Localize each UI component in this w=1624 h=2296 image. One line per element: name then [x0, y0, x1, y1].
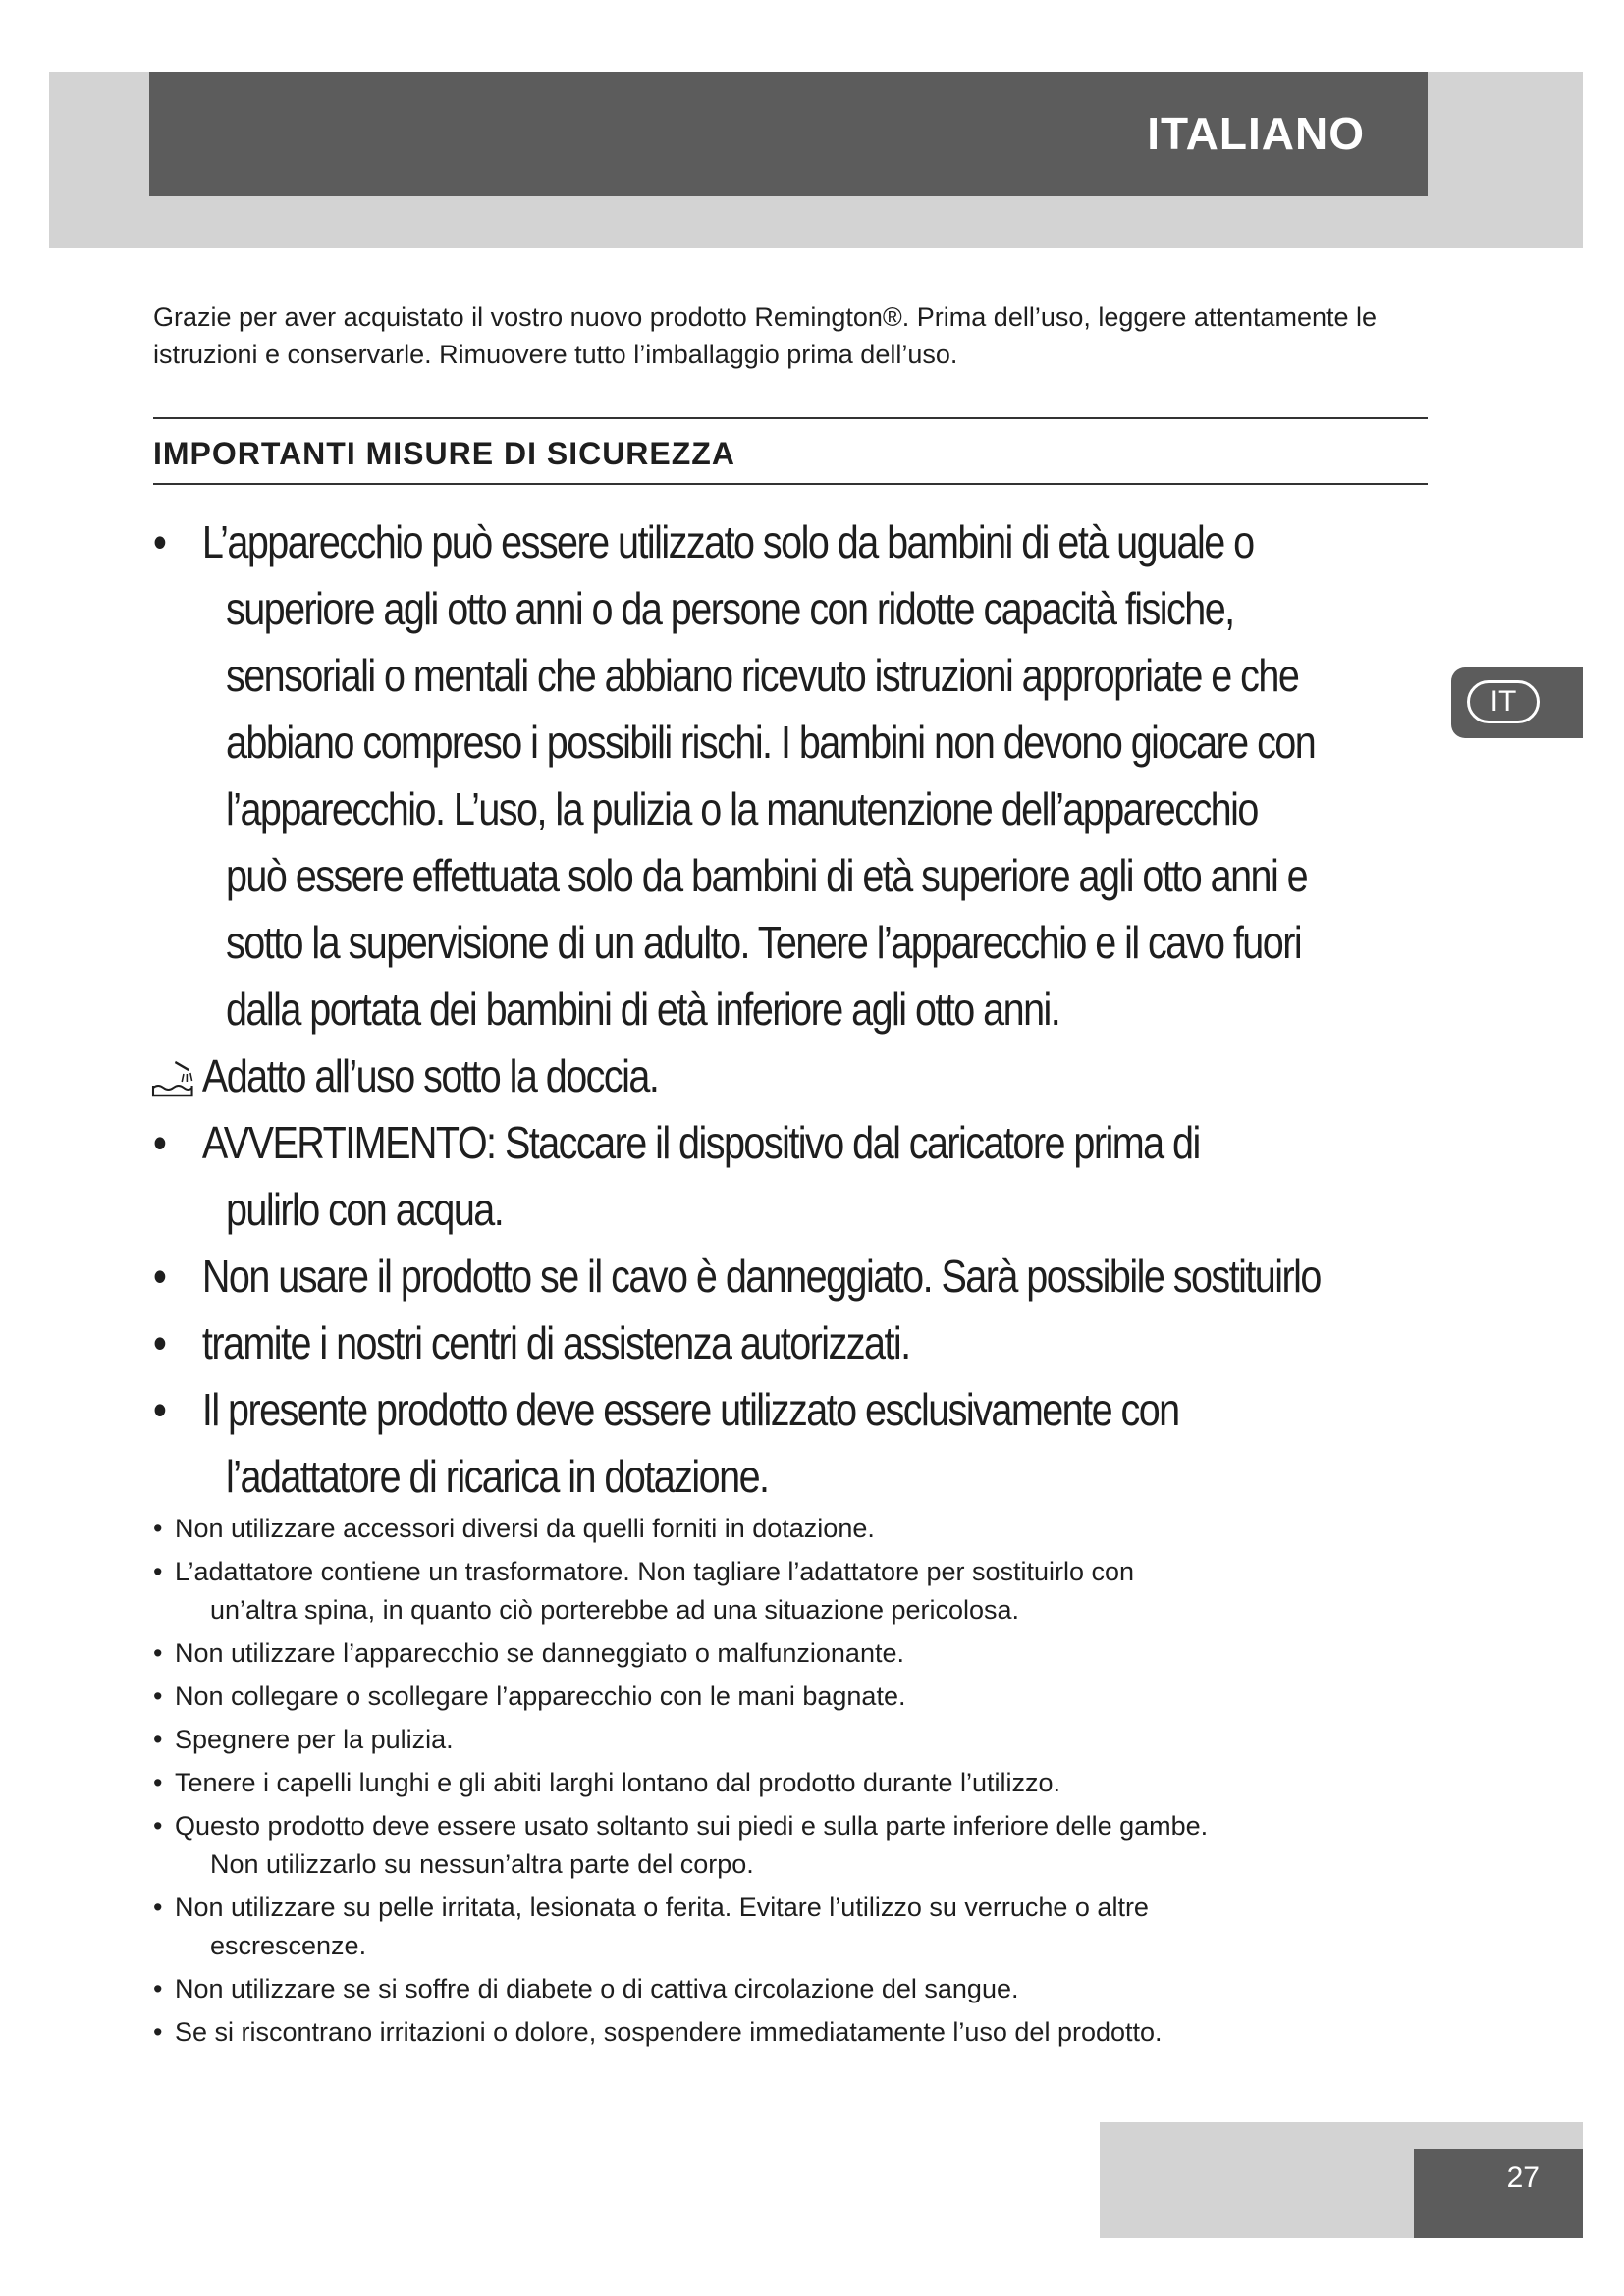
list-item: [153, 2013, 1430, 2052]
list-item: [153, 508, 1460, 1042]
list-item: [153, 1889, 1430, 1965]
list-item-text-continued: escrescenze.: [210, 1931, 367, 1960]
list-item: [153, 1243, 1460, 1309]
list-item: [153, 1764, 1430, 1802]
shower-icon: [150, 1060, 195, 1099]
page-language-title: ITALIANO: [1147, 108, 1365, 159]
list-item-text: Non usare il prodotto se il cavo è danneggiato. Sarà possibile sostituirlo: [201, 1251, 1321, 1302]
section-rule-top: [153, 417, 1428, 419]
list-item: [153, 1309, 1460, 1376]
bullet: •: [153, 1725, 163, 1754]
list-item: [153, 1634, 1430, 1673]
list-item: [153, 1510, 1430, 1548]
bullet: •: [153, 1768, 163, 1797]
list-item-text: tramite i nostri centri di assistenza autorizzati.: [201, 1317, 910, 1368]
list-item-text: Non utilizzare se si soffre di diabete o di cattiva circolazione del sangue.: [175, 1974, 1019, 2003]
list-item-text: L’apparecchio può essere utilizzato solo da bambini di età uguale o superiore agli otto anni o da persone con ridotte capacità fisiche, sensoriali o mentali che abbiano ricevuto istruzioni appropriate e che abbiano compreso i possibili rischi. I bambini non devono giocare con l’apparecchio. L’uso, la pulizia o la manutenzione dell’apparecchio può essere effettuata solo da bambini di età superiore agli otto anni e sotto la supervisione di un adulto. Tenere l’apparecchio e il cavo fuori dalla portata dei bambini di età inferiore agli otto anni.: [201, 516, 1316, 1035]
list-item: [153, 1376, 1460, 1510]
section-heading: IMPORTANTI MISURE DI SICUREZZA: [153, 436, 735, 471]
page-number: 27: [1414, 2149, 1583, 2238]
language-tab-label: IT: [1467, 680, 1540, 723]
list-item: [153, 1970, 1430, 2008]
bullet: •: [153, 1974, 163, 2003]
language-side-tab: [1451, 667, 1583, 738]
list-item-text: Non collegare o scollegare l’apparecchio con le mani bagnate.: [175, 1682, 906, 1711]
bullet: •: [153, 1384, 166, 1435]
list-item-text: Non utilizzare l’apparecchio se danneggiato o malfunzionante.: [175, 1638, 904, 1668]
list-item-text: Non utilizzare accessori diversi da quelli forniti in dotazione.: [175, 1514, 875, 1543]
bullet: •: [153, 1638, 163, 1668]
section-rule-bottom: [153, 483, 1428, 485]
list-item-text: Il presente prodotto deve essere utilizzato esclusivamente con l’adattatore di ricarica in dotazione.: [201, 1384, 1179, 1502]
large-safety-list: [153, 508, 1439, 1510]
bullet: •: [153, 1811, 163, 1841]
bullet: •: [153, 1251, 166, 1302]
list-item: [153, 1042, 1460, 1109]
bullet: •: [153, 1117, 166, 1168]
intro-paragraph: Grazie per aver acquistato il vostro nuovo prodotto Remington®. Prima dell’uso, leggere attentamente le istruzioni e conservarle. Rimuovere tutto l’imballaggio prima dell’uso.: [153, 302, 1378, 369]
list-item-text-continued: un’altra spina, in quanto ciò porterebbe ad una situazione pericolosa.: [210, 1595, 1020, 1625]
list-item: [153, 1678, 1430, 1716]
list-item-text: Adatto all’uso sotto la doccia.: [201, 1050, 659, 1101]
bullet: •: [153, 2017, 163, 2047]
list-item-text: Spegnere per la pulizia.: [175, 1725, 454, 1754]
list-item-text: Se si riscontrano irritazioni o dolore, sospendere immediatamente l’uso del prodotto.: [175, 2017, 1163, 2047]
list-item-text: L’adattatore contiene un trasformatore. Non tagliare l’adattatore per sostituirlo con: [175, 1557, 1135, 1586]
list-item-text: AVVERTIMENTO: Staccare il dispositivo dal caricatore prima di pulirlo con acqua.: [201, 1117, 1200, 1235]
bullet: •: [153, 1317, 166, 1368]
list-item-text-continued: Non utilizzarlo su nessun’altra parte del corpo.: [210, 1849, 754, 1879]
list-item: [153, 1553, 1430, 1629]
list-item: [153, 1807, 1430, 1884]
list-item-text: Tenere i capelli lunghi e gli abiti larghi lontano dal prodotto durante l’utilizzo.: [175, 1768, 1061, 1797]
list-item: [153, 1109, 1460, 1243]
list-item: [153, 1721, 1430, 1759]
bullet: •: [153, 1893, 163, 1922]
list-item-text: Questo prodotto deve essere usato soltanto sui piedi e sulla parte inferiore delle gambe.: [175, 1811, 1209, 1841]
bullet: •: [153, 1557, 163, 1586]
bullet: •: [153, 1682, 163, 1711]
list-item-text: Non utilizzare su pelle irritata, lesionata o ferita. Evitare l’utilizzo su verruche o altre: [175, 1893, 1149, 1922]
bullet: •: [153, 516, 166, 567]
bullet: •: [153, 1514, 163, 1543]
header-bar: [149, 72, 1428, 196]
small-safety-list: [153, 1510, 1430, 2056]
